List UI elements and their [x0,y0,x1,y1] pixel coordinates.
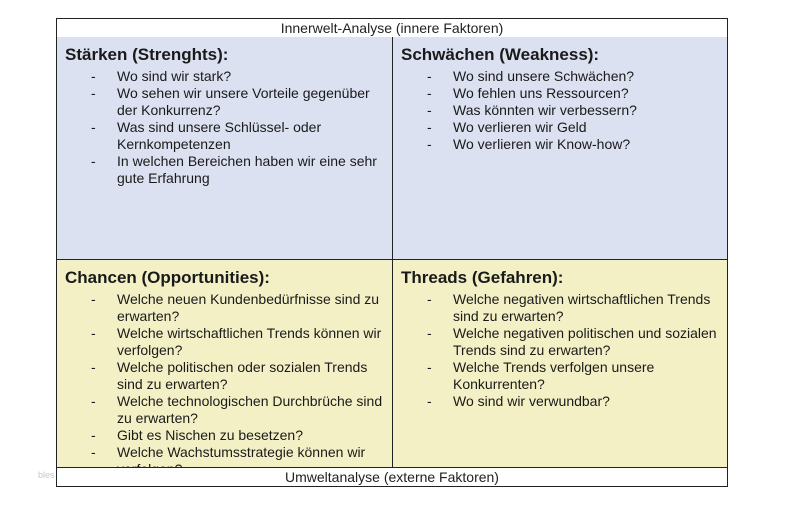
list-item [65,325,384,359]
list-item-text: Wo fehlen uns Ressourcen? [453,85,629,101]
list-item [401,359,719,393]
bullet-dash: - [427,325,432,341]
weaknesses-quadrant [393,37,727,259]
bullet-dash: - [91,444,96,460]
opportunities-quadrant [57,259,393,469]
list-item-text: Wo verlieren wir Geld [453,119,587,135]
bullet-dash: - [427,359,432,375]
list-item [401,68,719,85]
list-item-text: Welche Wachstumsstrategie können wir [117,444,366,460]
list-item-text: Was sind unsere Schlüssel- oder Kernkompetenzen [117,119,322,152]
strengths-title: Stärken (Strenghts): [65,45,229,64]
list-item [401,136,719,153]
weaknesses-title: Schwächen (Weakness): [401,45,600,64]
list-item [65,68,384,85]
bullet-dash: - [91,291,96,307]
list-item [65,393,384,427]
bullet-dash: - [91,325,96,341]
list-item-text: Welche negativen politischen und sozialen Trends sind zu erwarten? [453,325,717,358]
strengths-quadrant [57,37,393,259]
list-item-text: Welche politischen oder sozialen Trends sind zu erwarten? [117,359,368,392]
threats-quadrant [393,259,727,469]
list-item-text: In welchen Bereichen haben wir eine sehr gute Erfahrung [117,153,377,186]
bullet-dash: - [91,393,96,409]
bullet-dash: - [427,102,432,118]
list-item-text: Was könnten wir verbessern? [453,102,637,118]
list-item-text: Welche negativen wirtschaftlichen Trends sind zu erwarten? [453,291,711,324]
list-item-text: Wo sind wir stark? [117,68,232,84]
bullet-dash: - [427,119,432,135]
bullet-dash: - [427,85,432,101]
opportunities-list [65,291,384,478]
list-item-text: Wo verlieren wir Know-how? [453,136,631,152]
threats-list [401,291,719,410]
bullet-dash: - [91,68,96,84]
weaknesses-list [401,68,719,153]
list-item [65,359,384,393]
swot-table [56,18,728,487]
list-item-text: Welche technologischen Durchbrüche sind zu erwarten? [117,393,383,426]
bullet-dash: - [91,153,96,169]
list-item [65,119,384,153]
list-item-text: Gibt es Nischen zu besetzen? [117,427,303,443]
list-item [65,153,384,187]
list-item [401,325,719,359]
strengths-list [65,68,384,187]
bullet-dash: - [91,119,96,135]
external-analysis-footer: Umweltanalyse (externe Faktoren) [57,467,727,486]
threats-title: Threads (Gefahren): [401,268,564,287]
list-item [401,119,719,136]
bullet-dash: - [91,427,96,443]
list-item-text: Wo sind unsere Schwächen? [453,68,635,84]
bullet-dash: - [91,85,96,101]
list-item [401,102,719,119]
list-item-text: Wo sehen wir unsere Vorteile gegenüber der Konkurrenz? [117,85,370,118]
bullet-dash: - [427,291,432,307]
bullet-dash: - [427,393,432,409]
list-item-text: Wo sind wir verwundbar? [453,393,610,409]
bullet-dash: - [427,136,432,152]
watermark-text: bles [38,470,55,480]
bullet-dash: - [427,68,432,84]
list-item [65,85,384,119]
bullet-dash: - [91,359,96,375]
list-item-text: Welche Trends verfolgen unsere Konkurrenten? [453,359,655,392]
list-item [65,291,384,325]
list-item [401,393,719,410]
list-item-text: Welche wirtschaftlichen Trends können wir verfolgen? [117,325,382,358]
opportunities-title: Chancen (Opportunities): [65,268,270,287]
internal-analysis-header: Innerwelt-Analyse (innere Faktoren) [57,19,727,38]
list-item [65,427,384,444]
list-item [401,85,719,102]
list-item-text: Welche neuen Kundenbedürfnisse sind zu erwarten? [117,291,380,324]
list-item [401,291,719,325]
